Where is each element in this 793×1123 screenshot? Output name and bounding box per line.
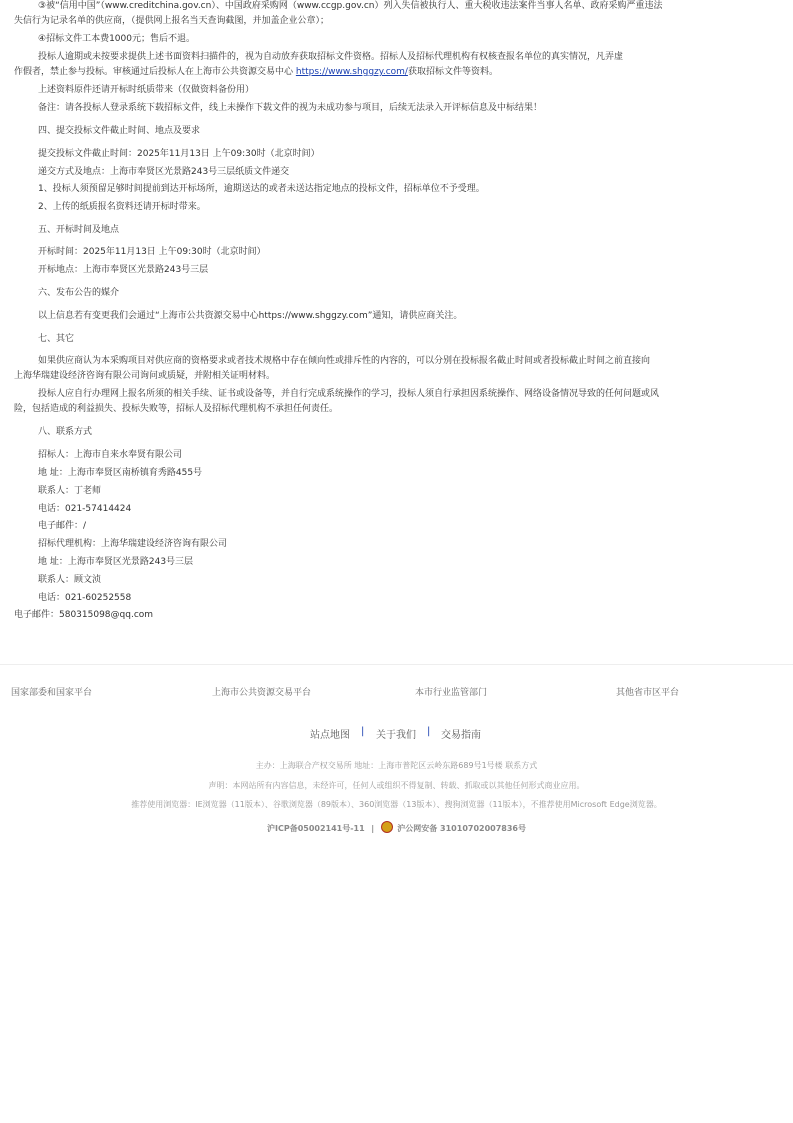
nav-separator: | — [361, 726, 365, 737]
requirement-item-4: ④招标文件工本费1000元；售后不退。 — [38, 34, 195, 44]
section-heading-4: 四、提交投标文件截止时间、地点及要求 — [38, 126, 201, 136]
footer-statement: 声明：本网站所有内容信息，未经许可，任何人或组织不得复制、转载、抓取或以其他任何形式商业应用。 — [208, 781, 585, 790]
agency-email: 电子邮件：580315098@qq.com — [14, 610, 154, 620]
requirement-item-3-cont: 失信行为记录名单的供应商，（提供网上报名当天查询截图，并加盖企业公章）； — [14, 16, 330, 26]
footer-link-regulators[interactable]: 本市行业监管部门 — [415, 688, 488, 698]
submission-rule-1: 1、投标人须预留足够时间提前到达开标场所，逾期送达的或者未送达指定地点的投标文件，招标单位不予受理。 — [38, 184, 485, 194]
tenderer-email: 电子邮件：/ — [38, 521, 87, 531]
footer-icp-row — [0, 821, 793, 834]
other-paragraph-2-cont: 险，包括造成的利益损失、投标失败等，招标人及招标代理机构不承担任何责任。 — [14, 404, 339, 414]
section-heading-5: 五、开标时间及地点 — [38, 225, 120, 235]
paragraph-overdue-cont: 作假者，禁止参与投标。审核通过后投标人在上海市公共资源交易中心 https://www.shggzy.com/获取招标文件等资料。 — [14, 67, 498, 77]
police-badge-icon — [381, 821, 393, 833]
agency-contact: 联系人：顾文浈 — [38, 575, 102, 585]
agency-phone: 电话：021-60252558 — [38, 593, 132, 603]
submission-location: 递交方式及地点：上海市奉贤区光景路243号三层纸质文件递交 — [38, 167, 290, 177]
opening-time: 开标时间：2025年11月13日 上午09:30时（北京时间） — [38, 247, 266, 257]
tenderer-address: 地 址：上海市奉贤区南桥镇育秀路455号 — [38, 468, 203, 478]
media-notice: 以上信息若有变更我们会通过“上海市公共资源交易中心https://www.shggzy.com”通知，请供应商关注。 — [38, 311, 463, 321]
submission-deadline: 提交投标文件截止时间：2025年11月13日 上午09:30时（北京时间） — [38, 149, 320, 159]
footer-link-national[interactable]: 国家部委和国家平台 — [11, 688, 93, 698]
opening-location: 开标地点：上海市奉贤区光景路243号三层 — [38, 265, 209, 275]
tenderer-phone: 电话：021-57414424 — [38, 504, 132, 514]
section-heading-7: 七、其它 — [38, 334, 75, 344]
nav-about[interactable]: 关于我们 — [376, 730, 416, 741]
agency-name: 招标代理机构：上海华瑞建设经济咨询有限公司 — [38, 539, 228, 549]
footer-host: 主办：上海联合产权交易所 地址：上海市普陀区云岭东路689号1号楼 联系方式 — [255, 761, 538, 770]
other-paragraph-1: 如果供应商认为本采购项目对供应商的资格要求或者技术规格中存在倾向性或排斥性的内容的，可以分别在投标报名截止时间或者投标截止时间之前直接向 — [38, 356, 651, 366]
paragraph-overdue: 投标人逾期或未按要求提供上述书面资料扫描件的，视为自动放弃获取招标文件资格。招标人及招标代理机构有权核查报名单位的真实情况，凡弄虚 — [38, 52, 624, 62]
nav-separator: | — [427, 726, 431, 737]
submission-rule-2: 2、上传的纸质报名资料还请开标时带来。 — [38, 202, 206, 212]
nav-sitemap[interactable]: 站点地图 — [310, 730, 350, 741]
footer-divider — [0, 664, 793, 665]
paragraph-remark: 备注：请各投标人登录系统下载招标文件，线上未操作下载文件的视为未成功参与项目，后续无法录入开评标信息及中标结果！ — [38, 103, 543, 113]
police-record[interactable]: 沪公网安备 31010702007836号 — [397, 824, 526, 833]
footer-browser: 推荐使用浏览器：IE浏览器（11版本）、谷歌浏览器（89版本）、360浏览器（13版本）、搜狗浏览器（11版本），不推荐使用Microsoft Edge浏览器。 — [131, 800, 662, 809]
tenderer-contact: 联系人：丁老师 — [38, 486, 102, 496]
shggzy-link[interactable]: https://www.shggzy.com/ — [295, 67, 408, 77]
tenderer-name: 招标人：上海市自来水奉贤有限公司 — [38, 450, 183, 460]
icp-number[interactable]: 沪ICP备05002141号-11 — [267, 824, 365, 833]
section-heading-8: 八、联系方式 — [38, 427, 93, 437]
footer-link-other-provinces[interactable]: 其他省市区平台 — [616, 688, 680, 698]
nav-guide[interactable]: 交易指南 — [441, 730, 481, 741]
other-paragraph-1-cont: 上海华瑞建设经济咨询有限公司询问或质疑，并附相关证明材料。 — [14, 371, 276, 381]
section-heading-6: 六、发布公告的媒介 — [38, 288, 120, 298]
requirement-item-3: ③被“信用中国”（www.creditchina.gov.cn）、中国政府采购网（www.ccgp.gov.cn）列入失信被执行人、重大税收违法案件当事人名单、政府采购严重违法 — [38, 1, 663, 11]
agency-address: 地 址：上海市奉贤区光景路243号三层 — [38, 557, 194, 567]
paragraph-original-docs: 上述资料原件还请开标时纸质带来（仅做资料备份用） — [38, 85, 255, 95]
footer-link-shanghai-platform[interactable]: 上海市公共资源交易平台 — [212, 688, 312, 698]
icp-separator: | — [371, 824, 375, 833]
other-paragraph-2: 投标人应自行办理网上报名所须的相关手续、证书或设备等，并自行完成系统操作的学习，投标人须自行承担因系统操作、网络设备情况导致的任何问题或风 — [38, 389, 660, 399]
